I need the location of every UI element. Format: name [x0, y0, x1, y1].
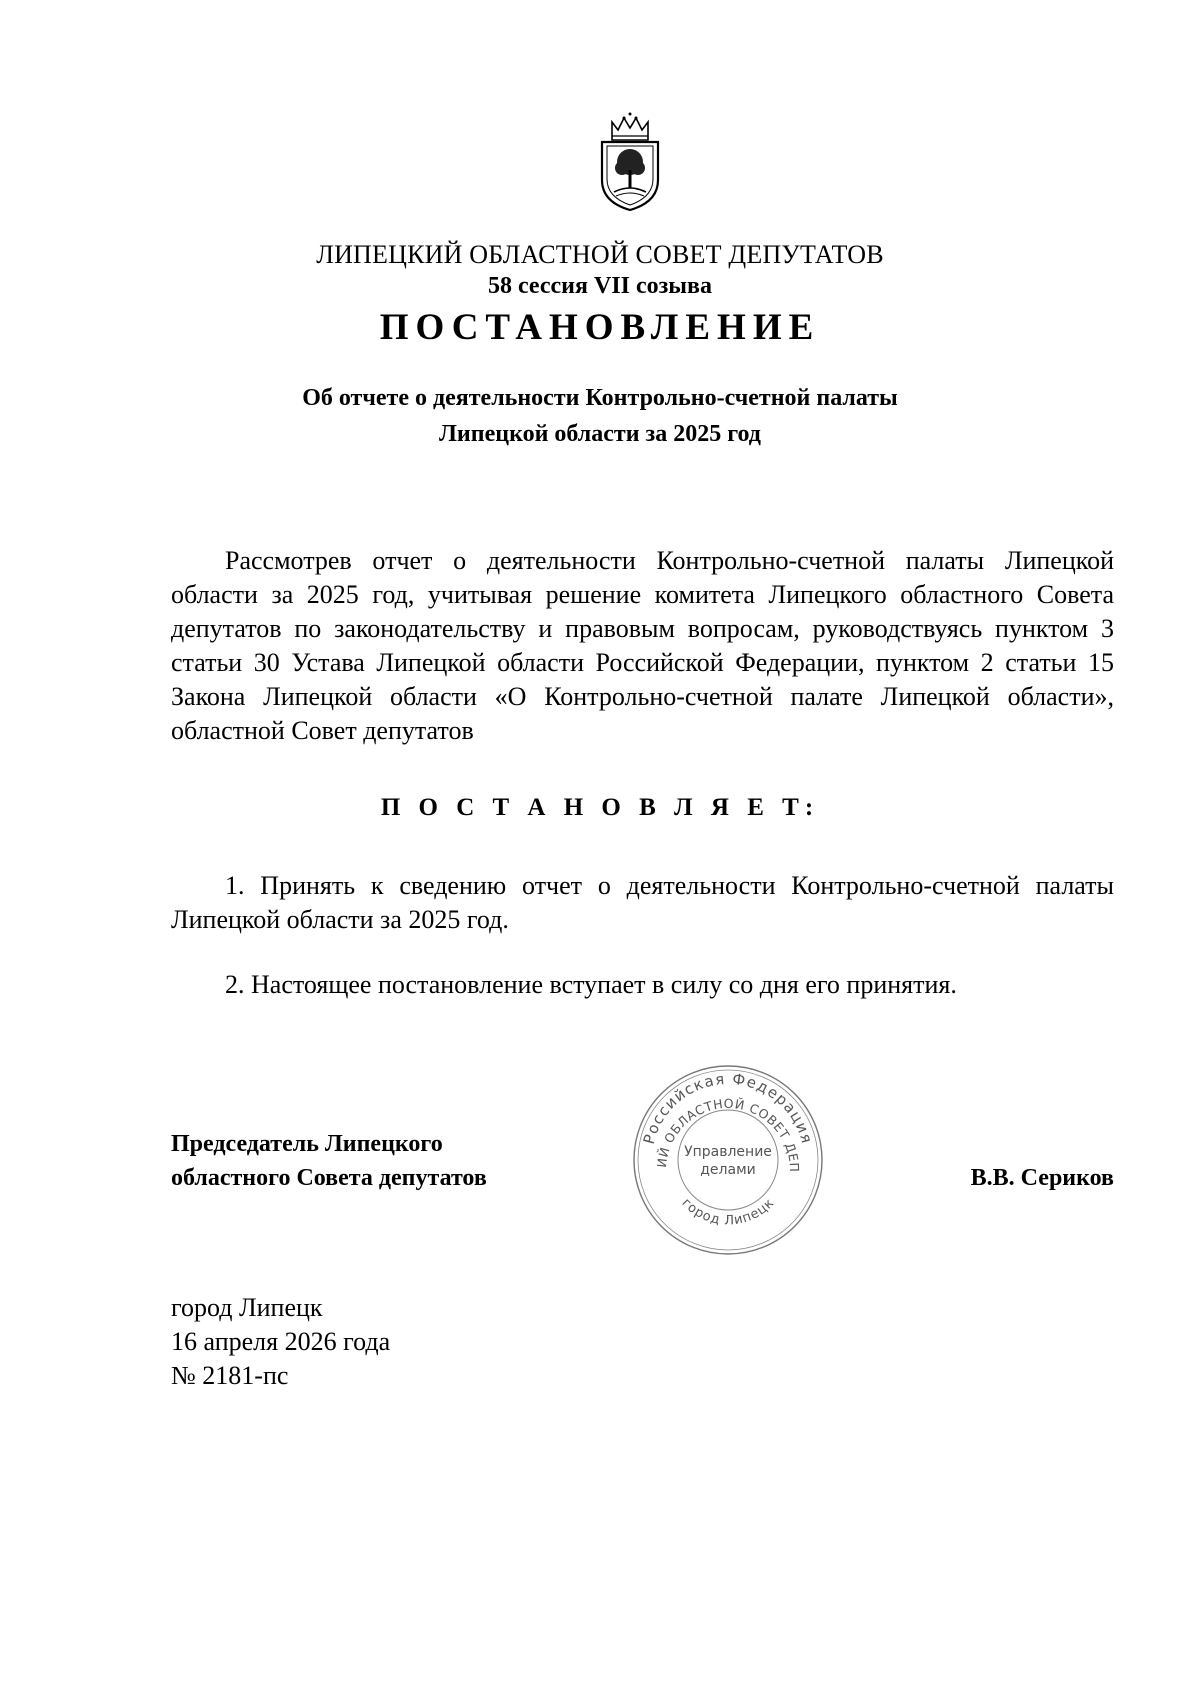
resolution-item-2: 2. Настоящее постановление вступает в силу со дня его принятия.: [225, 970, 957, 999]
stamp-center-line1: Управление: [684, 1144, 772, 1160]
resolves-heading: П О С Т А Н О В Л Я Е Т:: [380, 794, 820, 821]
document-title-line2: Липецкой области за 2025 год: [439, 421, 761, 447]
stamp-bottom-text: город Липецк: [678, 1195, 778, 1229]
document-title-line1: Об отчете о деятельности Контрольно-счетной палаты: [302, 385, 898, 411]
svg-text:город Липецк: [679, 1196, 778, 1229]
session-label: 58 сессия VII созыва: [487, 273, 712, 299]
preamble-paragraph: Рассмотрев отчет о деятельности Контрольно-счетной палаты Липецкой области за 2025 год, учитывая решение комитета Липецкого областного Совета депутатов по законодательству и правовым вопросам, руководствуясь пунктом 3 статьи 30 Устава Липецкой области Российской Федерации, пунктом 2 статьи 15 Закона Липецкой области «О Контрольно-счетной палате Липецкой области», областной Совет депутатов: [171, 546, 1114, 745]
signatory-name: В.В. Сериков: [970, 1165, 1114, 1191]
official-stamp: [628, 1060, 828, 1260]
stamp-outer-text: Российская Федерация: [639, 1069, 817, 1147]
document-number: № 2181-пс: [171, 1361, 289, 1390]
coat-of-arms-icon: [594, 110, 666, 214]
council-name: ЛИПЕЦКИЙ ОБЛАСТНОЙ СОВЕТ ДЕПУТАТОВ: [316, 240, 884, 269]
adoption-date: 16 апреля 2026 года: [171, 1327, 391, 1356]
place-of-adoption: город Липецк: [171, 1293, 323, 1322]
stamp-center-line2: делами: [700, 1162, 756, 1178]
signatory-position-line1: Председатель Липецкого: [171, 1131, 443, 1157]
signatory-position-line2: областного Совета депутатов: [171, 1165, 487, 1191]
document-type: ПОСТАНОВЛЕНИЕ: [379, 307, 821, 348]
resolution-item-1: 1. Принять к сведению отчет о деятельности Контрольно-счетной палаты Липецкой области за 2025 год.: [171, 871, 1114, 934]
stamp-inner-text: ИЙ ОБЛАСТНОЙ СОВЕТ ДЕП: [653, 1095, 803, 1173]
